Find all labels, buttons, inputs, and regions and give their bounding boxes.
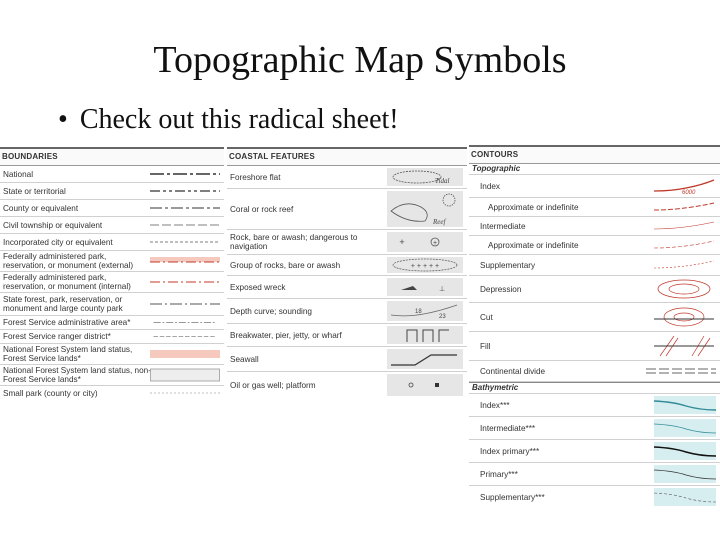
boundary-row: [0, 365, 224, 386]
depression-contour-symbol: [652, 278, 716, 300]
park-internal-symbol: [150, 274, 220, 290]
boundary-label: State forest, park, reservation, or monument and large county park: [3, 295, 123, 313]
contour-row: [469, 236, 720, 255]
boundary-label: Federally administered park, reservation, or monument (internal): [3, 273, 131, 291]
boundary-row: [0, 293, 224, 316]
index-contour-symbol: [652, 177, 716, 195]
bullet-text: Check out this radical sheet!: [79, 104, 399, 135]
contour-label: Primary***: [480, 469, 518, 479]
contour-row: [469, 217, 720, 236]
state-forest-symbol: [150, 295, 220, 313]
topographic-subhead: Topographic: [469, 164, 720, 175]
boundary-row: [0, 272, 224, 293]
boundary-label: County or equivalent: [3, 203, 79, 213]
coastal-label: Oil or gas well; platform: [230, 380, 316, 390]
boundary-row: [0, 344, 224, 365]
coastal-label: Foreshore flat: [230, 172, 281, 182]
coastal-row: [227, 372, 467, 398]
contour-label: Supplementary: [480, 260, 536, 270]
depth-curve-symbol: [387, 301, 463, 321]
coral-reef-symbol: [387, 191, 463, 227]
contour-label: Intermediate: [480, 221, 526, 231]
boundary-label: Federally administered park, reservation, or monument (external): [3, 252, 134, 270]
contour-label: Approximate or indefinite: [488, 202, 579, 212]
coastal-label: Rock, bare or awash; dangerous to navigation: [230, 233, 358, 251]
bathymetric-subhead: Bathymetric: [469, 382, 720, 394]
township-boundary-symbol: [150, 219, 220, 231]
foreshore-flat-symbol: [387, 168, 463, 186]
coastal-panel: [227, 147, 467, 398]
coastal-row: [227, 276, 467, 299]
approx-intermediate-symbol: [652, 238, 716, 252]
svg-text:⊥: ⊥: [439, 286, 446, 293]
boundary-label: National: [3, 169, 34, 179]
boundary-row: [0, 200, 224, 217]
contour-label: Intermediate***: [480, 423, 536, 433]
contour-row: [469, 303, 720, 332]
exposed-wreck-symbol: [387, 278, 463, 296]
boundary-row: [0, 183, 224, 200]
bullet-point: [58, 104, 399, 136]
coastal-row: [227, 166, 467, 189]
contour-row: [469, 255, 720, 276]
svg-text:+: +: [399, 237, 405, 247]
contour-label: Fill: [480, 341, 491, 351]
boundary-row: [0, 386, 224, 400]
contour-label: Supplementary***: [480, 492, 545, 502]
slide-title: Topographic Map Symbols: [153, 39, 567, 81]
fs-admin-area-symbol: [150, 318, 220, 327]
coastal-label: Breakwater, pier, jetty, or wharf: [230, 330, 342, 340]
coastal-label: Exposed wreck: [230, 282, 286, 292]
boundary-label: National Forest System land status, non-Forest Service lands*: [3, 366, 151, 384]
contour-row: [469, 198, 720, 217]
contour-row: [469, 175, 720, 198]
contour-row: [469, 361, 720, 382]
cut-contour-symbol: [652, 305, 716, 329]
coastal-label: Seawall: [230, 354, 259, 364]
oil-well-symbol: [387, 374, 463, 396]
contour-row: [469, 486, 720, 508]
contour-label: Depression: [480, 284, 522, 294]
bathy-supplementary-symbol: [654, 488, 716, 506]
boundary-label: Small park (county or city): [3, 388, 98, 398]
svg-text:+ + + + +: + + + + +: [410, 263, 440, 270]
seawall-symbol: [387, 349, 463, 369]
bathy-intermediate-symbol: [654, 419, 716, 437]
contour-label: Approximate or indefinite: [488, 240, 579, 250]
boundary-label: Forest Service administrative area*: [3, 318, 131, 327]
contour-label: Index***: [480, 400, 510, 410]
national-boundary-symbol: [150, 168, 220, 180]
boundary-row: [0, 316, 224, 330]
coastal-label: Coral or rock reef: [230, 204, 294, 214]
boundary-row: [0, 166, 224, 183]
rock-awash-symbol: [387, 232, 463, 252]
boundary-label: Forest Service ranger district*: [3, 332, 111, 341]
bathy-primary-symbol: [654, 465, 716, 483]
boundary-row: [0, 217, 224, 234]
boundary-label: State or territorial: [3, 186, 66, 196]
sounding-text: 23: [439, 314, 446, 320]
boundaries-panel: [0, 147, 224, 400]
contour-row: [469, 417, 720, 440]
boundary-row: [0, 234, 224, 251]
boundary-label: Civil township or equivalent: [3, 220, 103, 230]
contour-label: Cut: [480, 312, 493, 322]
ranger-district-symbol: [150, 332, 220, 341]
svg-text:+: +: [432, 240, 438, 247]
intermediate-contour-symbol: [652, 219, 716, 233]
coastal-row: [227, 189, 467, 230]
coastal-row: [227, 255, 467, 276]
city-boundary-symbol: [150, 236, 220, 248]
bullet-marker: •: [58, 104, 68, 135]
coastal-row: [227, 324, 467, 347]
non-fs-lands-symbol: [150, 367, 220, 383]
contour-row: [469, 276, 720, 303]
coastal-row: [227, 299, 467, 324]
breakwater-symbol: [387, 326, 463, 344]
boundary-label: Incorporated city or equivalent: [3, 237, 113, 247]
contour-row: [469, 332, 720, 361]
coastal-label: Group of rocks, bare or awash: [230, 260, 341, 270]
small-park-symbol: [150, 388, 220, 398]
supplementary-contour-symbol: [652, 257, 716, 273]
bathy-index-primary-symbol: [654, 442, 716, 460]
coastal-row: [227, 347, 467, 372]
coastal-row: [227, 230, 467, 255]
coastal-label: Depth curve; sounding: [230, 306, 312, 316]
contour-row: [469, 463, 720, 486]
boundary-row: [0, 251, 224, 272]
fs-lands-symbol: [150, 346, 220, 362]
boundary-label: National Forest System land status, Forest Service lands*: [3, 345, 133, 363]
bathy-index-symbol: [654, 396, 716, 414]
coastal-header: COASTAL FEATURES: [227, 147, 467, 166]
county-boundary-symbol: [150, 202, 220, 214]
state-boundary-symbol: [150, 185, 220, 197]
contours-header: CONTOURS: [469, 145, 720, 164]
boundaries-header: BOUNDARIES: [0, 147, 224, 166]
contours-panel: [469, 145, 720, 508]
index-contour-value: 6000: [682, 190, 696, 195]
fill-contour-symbol: [652, 334, 716, 358]
contour-row: [469, 440, 720, 463]
contour-label: Index: [480, 181, 501, 191]
continental-divide-symbol: [646, 363, 716, 379]
boundary-row: [0, 330, 224, 344]
contour-label: Continental divide: [480, 366, 546, 376]
rock-group-symbol: [387, 257, 463, 273]
foreshore-flat-text: Tidal: [435, 177, 450, 185]
contour-row: [469, 394, 720, 417]
approx-contour-symbol: [652, 200, 716, 214]
contour-label: Index primary***: [480, 446, 540, 456]
depth-curve-text: 18: [415, 309, 422, 315]
coral-reef-text: Reef: [433, 218, 446, 226]
park-external-symbol: [150, 253, 220, 269]
